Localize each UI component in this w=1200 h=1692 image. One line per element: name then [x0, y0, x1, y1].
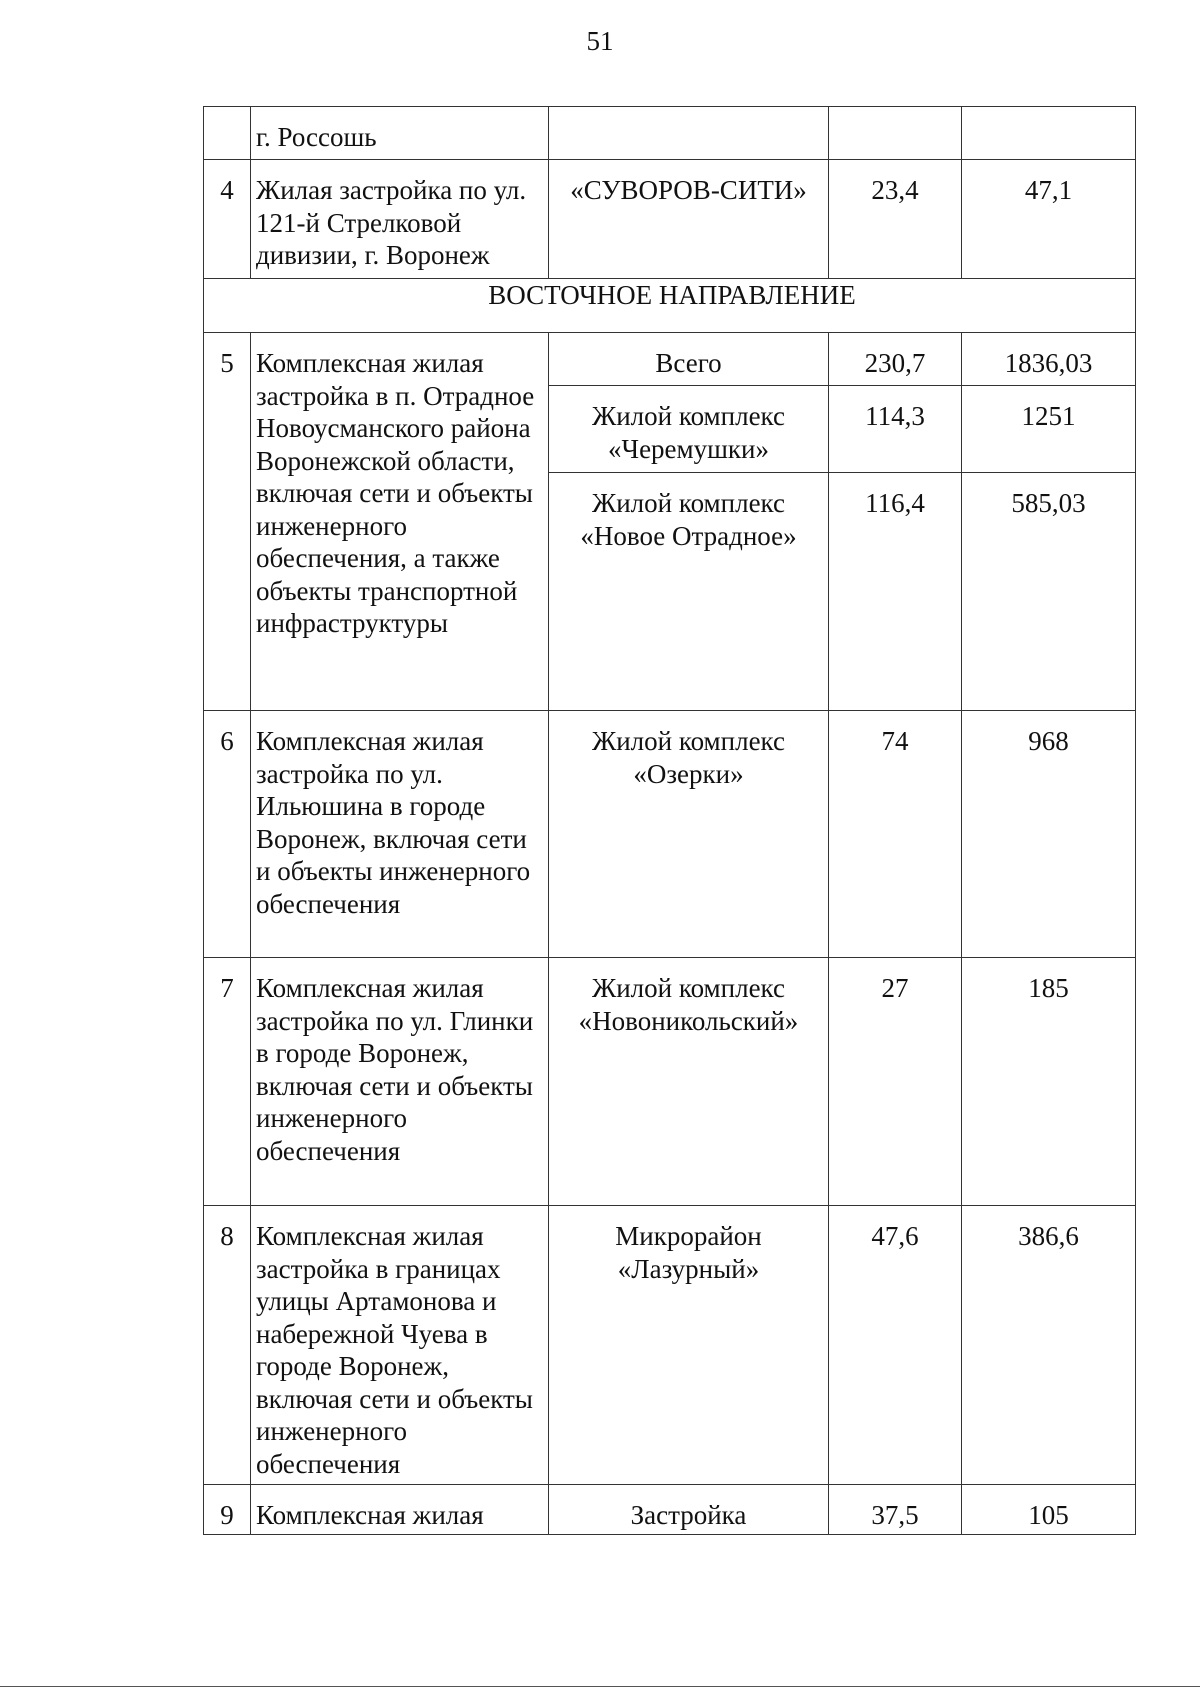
object-name: Комплексная жилая застройка в границах улицы Артамонова и набережной Чуева в городе Воронеж, включая сети и объекты инженерного обеспечения: [251, 1206, 549, 1485]
row-number: [204, 107, 251, 160]
value-1: 114,3: [829, 386, 962, 473]
table-row: [204, 1206, 1136, 1485]
project-name: «СУВОРОВ-СИТИ»: [549, 160, 829, 279]
object-name: г. Россошь: [251, 107, 549, 160]
value-2: [962, 107, 1136, 160]
project-name: Микрорайон «Лазурный»: [549, 1206, 829, 1485]
value-2: 47,1: [962, 160, 1136, 279]
row-number: 4: [204, 160, 251, 279]
value-2: 105: [962, 1485, 1136, 1535]
project-name: Всего: [549, 333, 829, 386]
section-title: ВОСТОЧНОЕ НАПРАВЛЕНИЕ: [204, 279, 1136, 333]
project-name: Жилой комплекс «Новоникольский»: [549, 958, 829, 1206]
value-1: 37,5: [829, 1485, 962, 1535]
value-1: 47,6: [829, 1206, 962, 1485]
table-row: [204, 1485, 1136, 1535]
project-name: Жилой комплекс «Озерки»: [549, 711, 829, 958]
value-1: [829, 107, 962, 160]
row-number: 5: [204, 333, 251, 711]
value-2: 386,6: [962, 1206, 1136, 1485]
project-name: Жилой комплекс «Новое Отрадное»: [549, 473, 829, 711]
document-table: [203, 106, 1136, 1535]
object-name: Комплексная жилая застройка по ул. Ильюшина в городе Воронеж, включая сети и объекты инженерного обеспечения: [251, 711, 549, 958]
project-name: [549, 107, 829, 160]
table-row: [204, 333, 1136, 386]
value-2: 968: [962, 711, 1136, 958]
value-1: 27: [829, 958, 962, 1206]
project-name: Жилой комплекс «Черемушки»: [549, 386, 829, 473]
table-row: [204, 958, 1136, 1206]
page-bottom-rule: [0, 1686, 1200, 1687]
value-2: 1251: [962, 386, 1136, 473]
table-row: [204, 711, 1136, 958]
row-number: 9: [204, 1485, 251, 1535]
object-name: Комплексная жилая: [251, 1485, 549, 1535]
row-number: 6: [204, 711, 251, 958]
object-name: Комплексная жилая застройка в п. Отрадное Новоусманского района Воронежской области, включая сети и объекты инженерного обеспечения, а также объекты транспортной инфраструктуры: [251, 333, 549, 711]
table-row: [204, 107, 1136, 160]
object-name: Жилая застройка по ул. 121-й Стрелковой дивизии, г. Воронеж: [251, 160, 549, 279]
row-number: 7: [204, 958, 251, 1206]
table-row: [204, 160, 1136, 279]
section-row: [204, 279, 1136, 333]
project-name: Застройка: [549, 1485, 829, 1535]
row-number: 8: [204, 1206, 251, 1485]
page-number: 51: [586, 26, 614, 56]
value-1: 74: [829, 711, 962, 958]
object-name: Комплексная жилая застройка по ул. Глинки в городе Воронеж, включая сети и объекты инженерного обеспечения: [251, 958, 549, 1206]
value-2: 1836,03: [962, 333, 1136, 386]
value-1: 23,4: [829, 160, 962, 279]
value-1: 230,7: [829, 333, 962, 386]
value-2: 185: [962, 958, 1136, 1206]
value-1: 116,4: [829, 473, 962, 711]
value-2: 585,03: [962, 473, 1136, 711]
